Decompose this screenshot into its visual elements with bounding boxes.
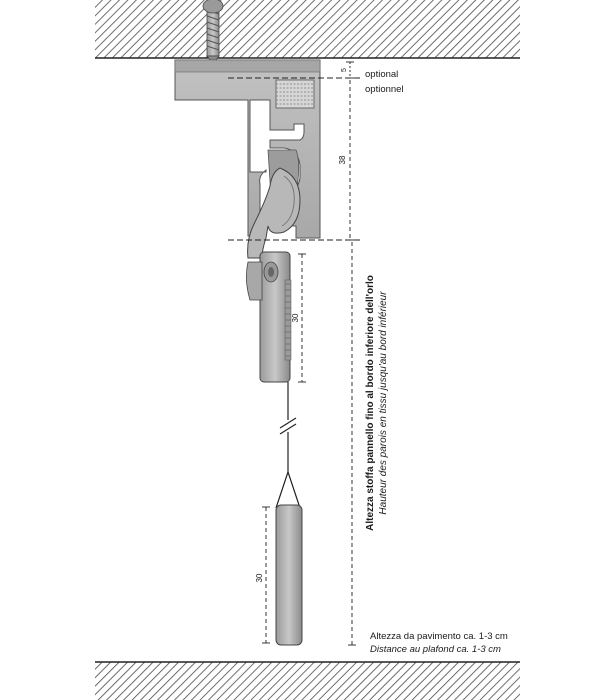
label-optional-fr: optionnel <box>365 84 404 95</box>
carrier-clamp <box>246 252 291 382</box>
bottom-weight <box>276 505 302 645</box>
dim-label-carrier: 30 <box>291 313 300 323</box>
label-floor-fr: Distance au plafond ca. 1-3 cm <box>370 644 501 655</box>
label-height-fr: Hauteur des parois en tissu jusqu'au bord inférieur <box>378 291 389 515</box>
label-height-it: Altezza stoffa pannello fino al bordo inferiore dell'orlo <box>365 275 376 531</box>
dim-profile <box>346 62 354 240</box>
dim-label-5: 5 <box>341 68 348 72</box>
floor <box>95 662 520 700</box>
label-optional-it: optional <box>365 69 399 80</box>
dim-label-weight: 30 <box>255 573 264 583</box>
dim-label-38: 38 <box>338 155 347 165</box>
dim-fabric-height <box>348 242 356 645</box>
fabric-line <box>276 382 300 508</box>
label-floor-it: Altezza da pavimento ca. 1-3 cm <box>370 631 508 642</box>
ceiling <box>95 0 520 58</box>
